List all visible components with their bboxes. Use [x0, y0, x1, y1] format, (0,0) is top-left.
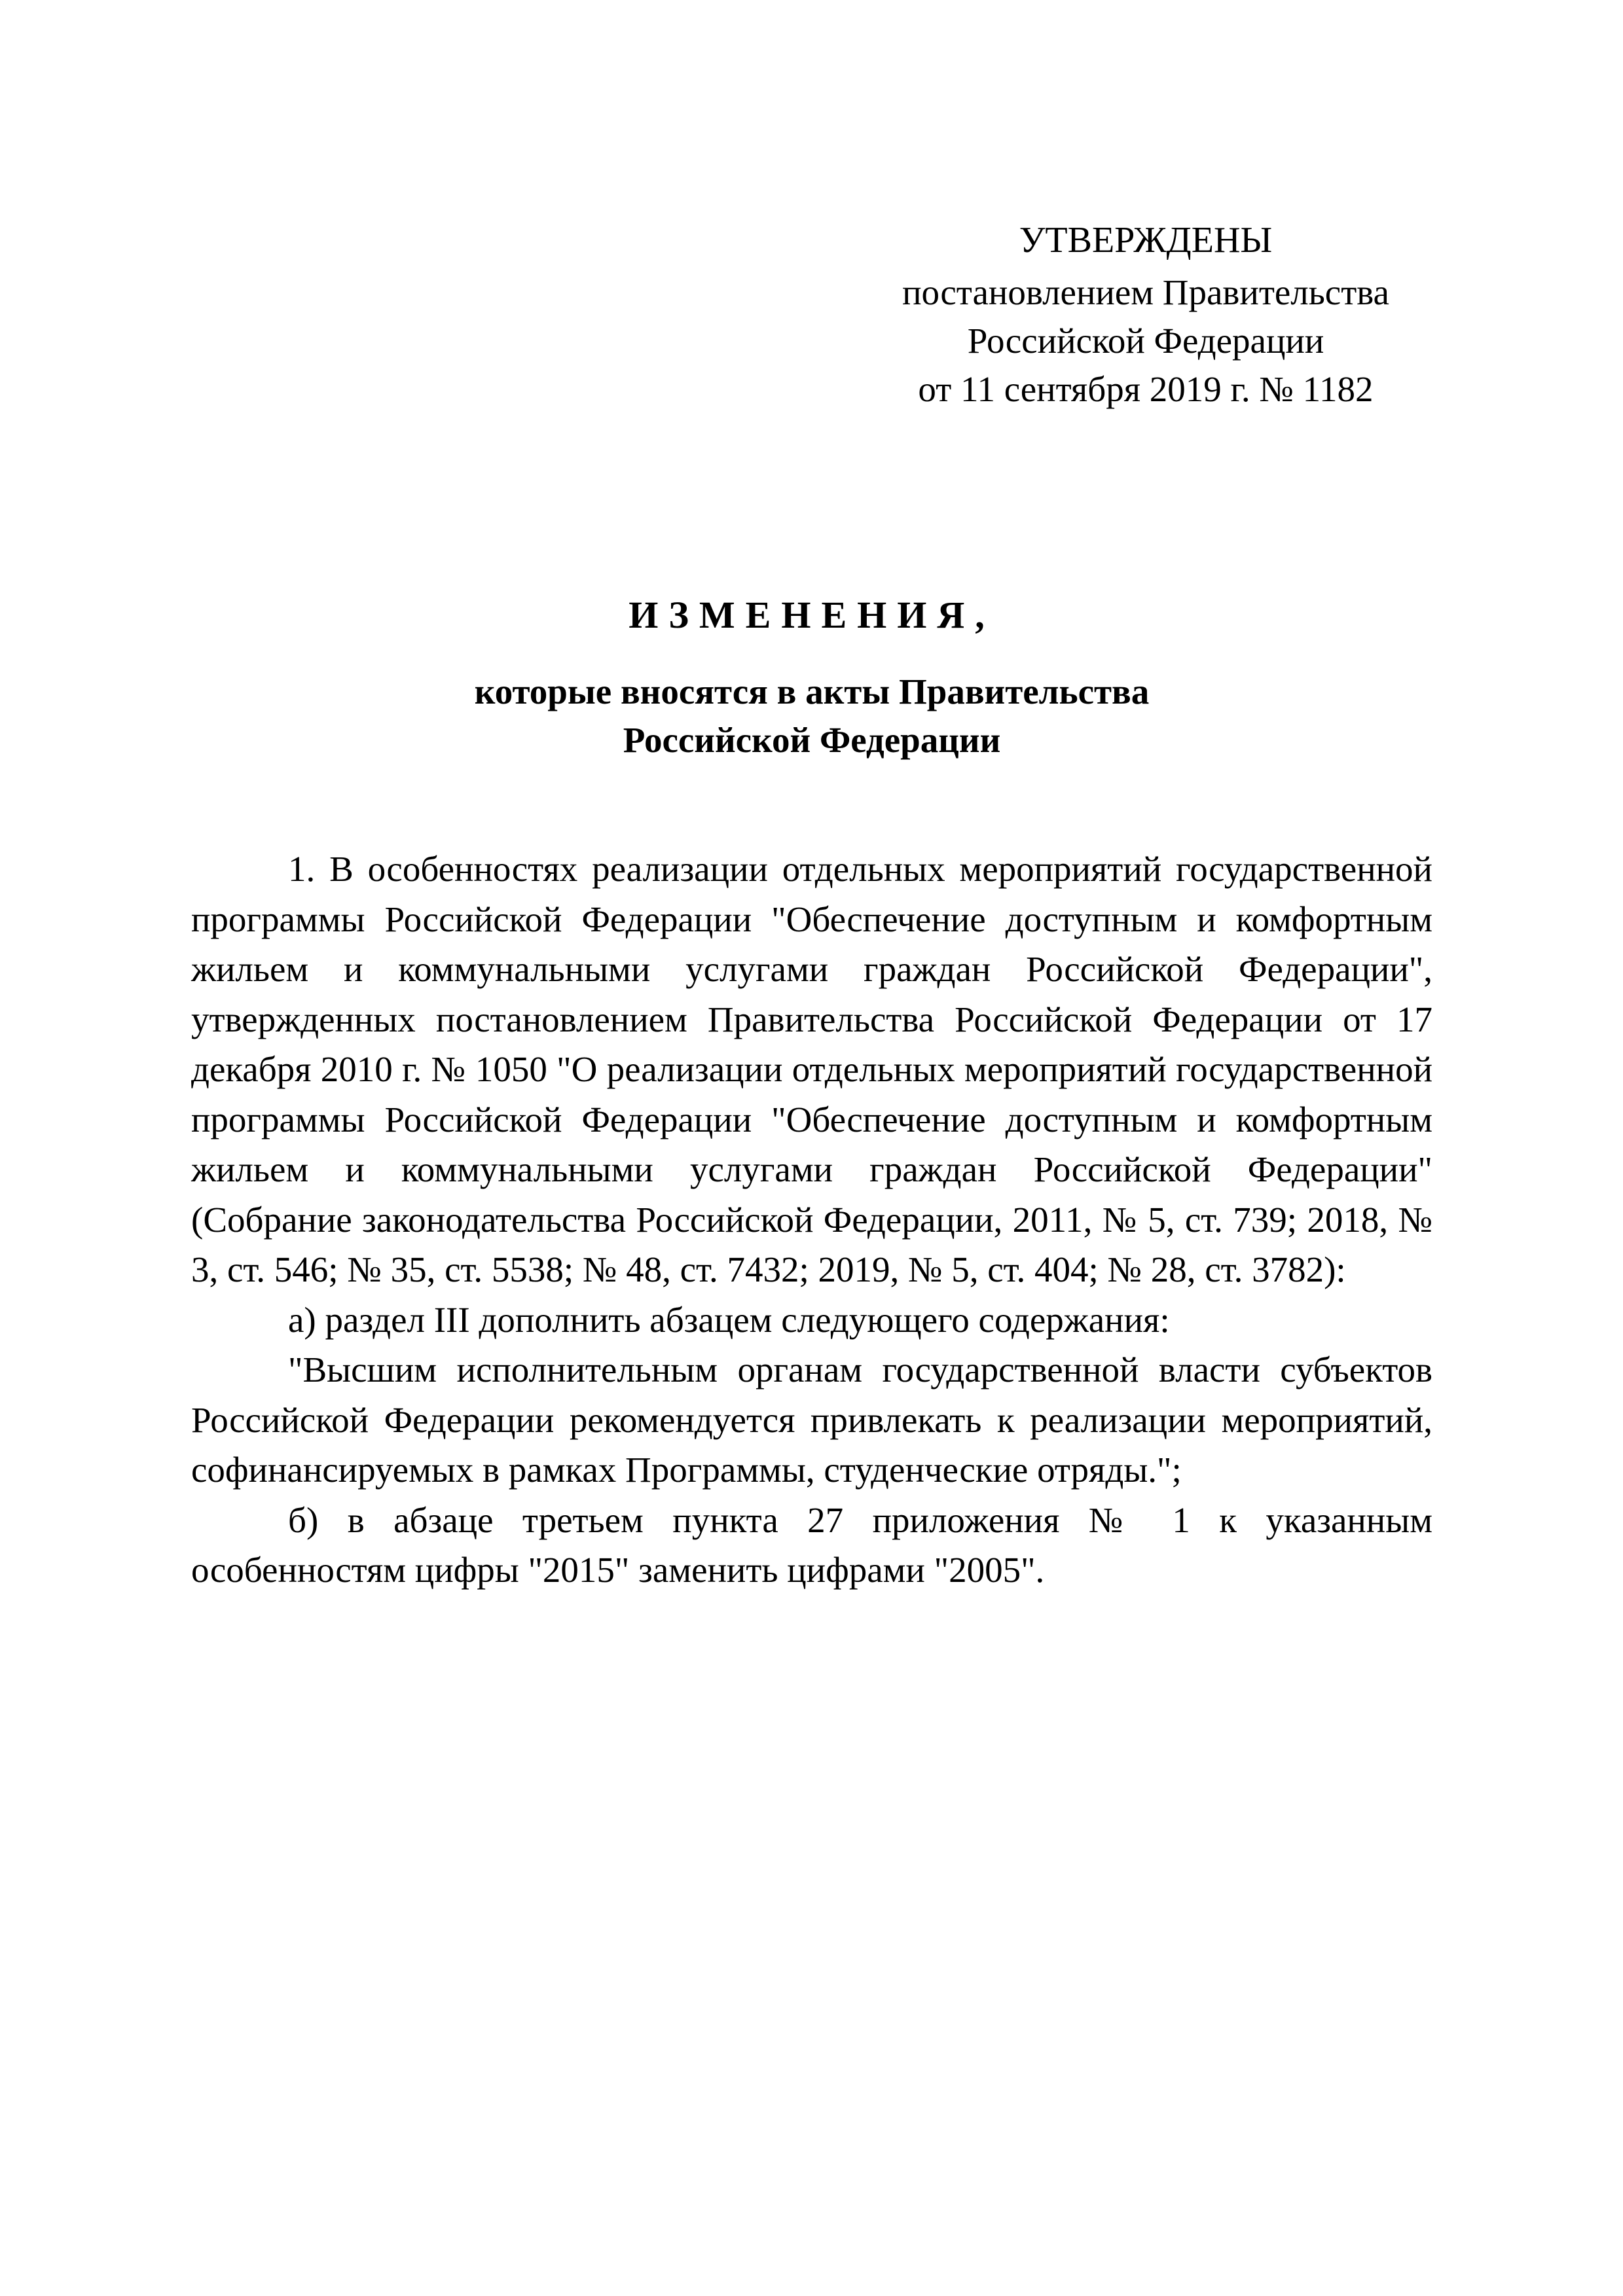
- paragraph-subitem-b: б) в абзаце третьем пункта 27 приложения № 1 к указанным особенностям цифры "2015" заменить цифрами "2005".: [191, 1499, 1432, 1590]
- title-subtitle: [190, 668, 1434, 764]
- approval-line-date-number: от 11 сентября 2019 г. № 1182: [918, 369, 1374, 409]
- subtitle-line-2: Российской Федерации: [623, 720, 1001, 760]
- approval-line-resolution: постановлением Правительства: [902, 272, 1389, 312]
- approval-heading: УТВЕРЖДЕНЫ: [1019, 220, 1273, 260]
- paragraph-item-1: 1. В особенностях реализации отдельных мероприятий государственной программы Российской Федерации "Обеспечение доступным и комфортным жильем и коммунальными услугами граждан Российской Федерации", утвержденных постановлением Правительства Российской Федерации от 17 декабря 2010 г. № 1050 "О реализации отдельных мероприятий государственной программы Российской Федерации "Обеспечение доступным и комфортным жильем и коммунальными услугами граждан Российской Федерации" (Собрание законодательства Российской Федерации, 2011, № 5, ст. 739; 2018, № 3, ст. 546; № 35, ст. 5538; № 48, ст. 7432; 2019, № 5, ст. 404; № 28, ст. 3782):: [191, 849, 1432, 1289]
- document-title: [190, 589, 1434, 764]
- title-main: ИЗМЕНЕНИЯ,: [629, 594, 995, 636]
- approval-line-country: Российской Федерации: [967, 321, 1324, 361]
- approval-stamp: [851, 216, 1440, 414]
- subtitle-line-1: которые вносятся в акты Правительства: [474, 672, 1150, 711]
- paragraph-quoted-text: "Высшим исполнительным органам государственной власти субъектов Российской Федерации рекомендуется привлекать к реализации мероприятий, софинансируемых в рамках Программы, студенческие отряды.";: [191, 1350, 1432, 1490]
- paragraph-subitem-a: а) раздел III дополнить абзацем следующего содержания:: [288, 1299, 1170, 1340]
- document-body: [191, 844, 1432, 1596]
